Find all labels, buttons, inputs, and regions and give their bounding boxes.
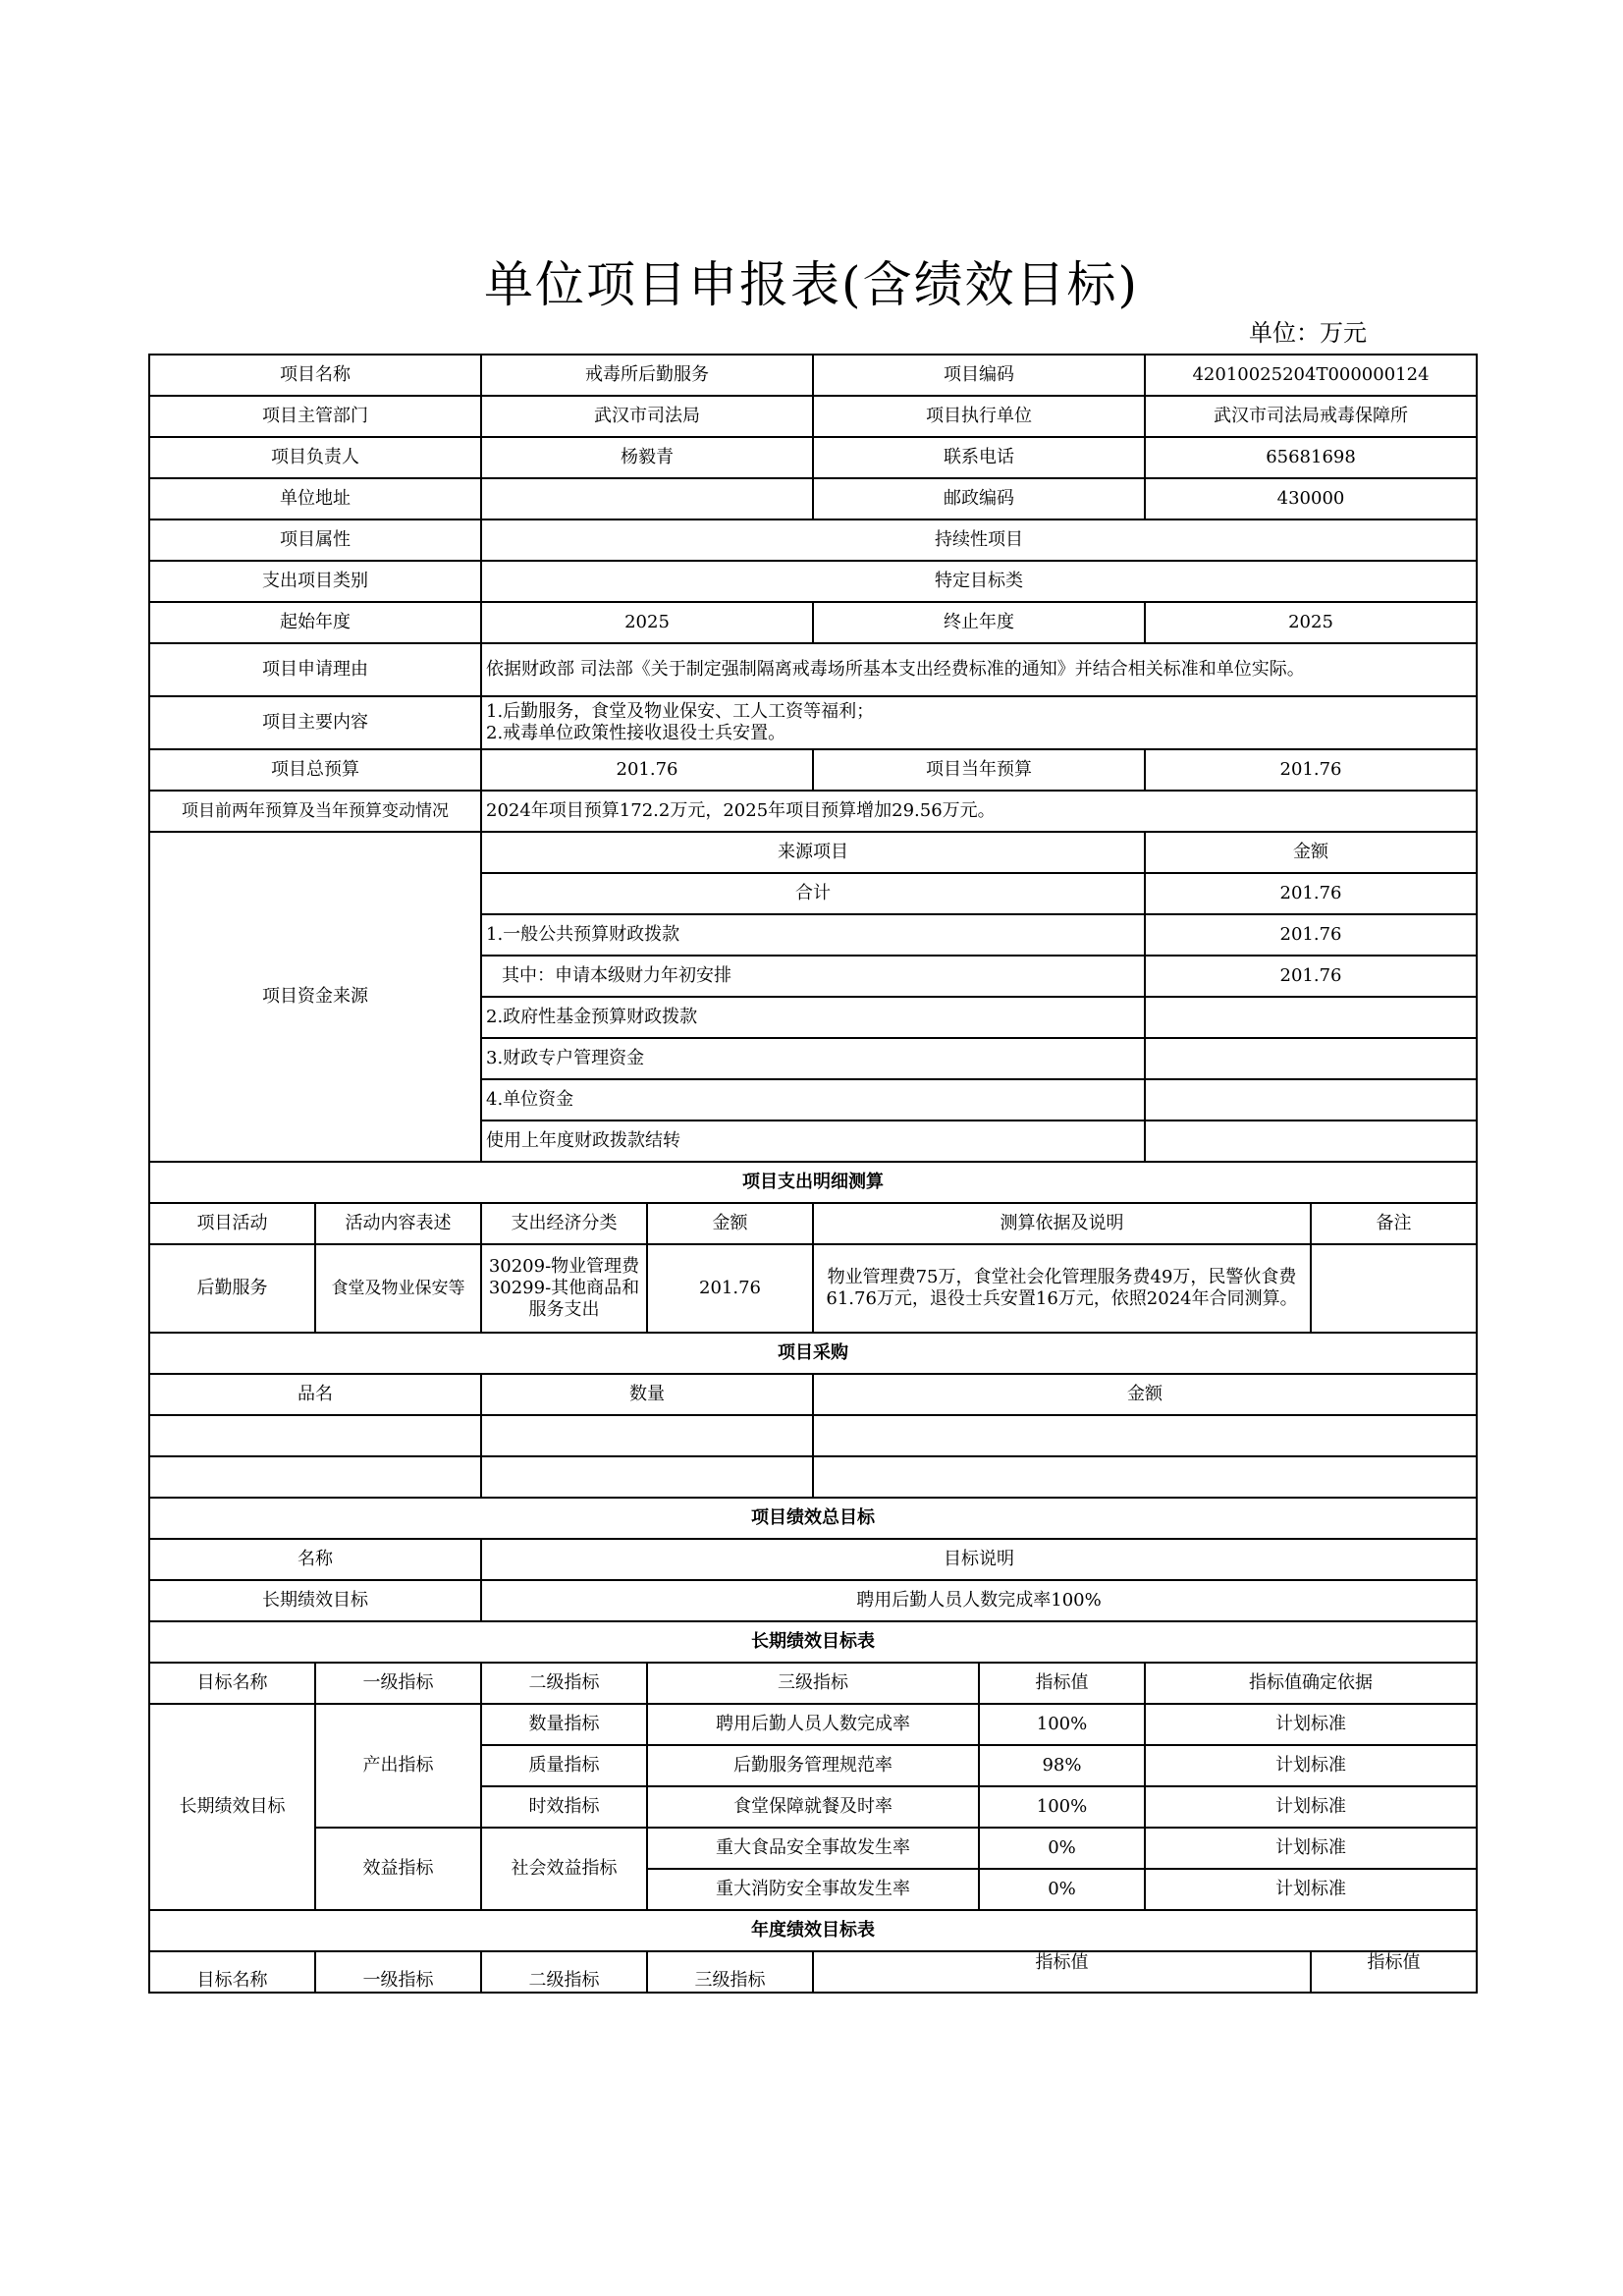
label-zip: 邮政编码 [813,478,1145,519]
long-term-level2: 数量指标 [481,1704,647,1745]
annual-header: 指标值 [813,1951,1311,1993]
procurement-header: 数量 [481,1374,813,1415]
report-table [148,354,1476,1994]
label-budget-change: 项目前两年预算及当年预算变动情况 [149,791,481,832]
long-term-value: 98% [979,1745,1145,1786]
funding-source-name: 1.一般公共预算财政拨款 [481,914,1145,956]
long-term-row [149,1704,1477,1745]
row-budget-change [149,791,1477,832]
content-line-1: 1.后勤服务，食堂及物业保安、工人工资等福利； [486,701,875,722]
row-years [149,602,1477,643]
section-title-procurement: 项目采购 [149,1333,1477,1374]
page-title: 单位项目申报表(含绩效目标) [483,256,1139,313]
row-category [149,561,1477,602]
expense-activity: 后勤服务 [149,1244,315,1333]
long-term-header: 三级指标 [647,1663,979,1704]
row-funding-header [149,832,1477,873]
section-title-annual: 年度绩效目标表 [149,1910,1477,1951]
annual-header: 一级指标 [315,1951,481,1993]
funding-source-name: 合计 [481,873,1145,914]
label-exec-unit: 项目执行单位 [813,396,1145,437]
long-term-header: 一级指标 [315,1663,481,1704]
annual-header: 三级指标 [647,1951,813,1993]
annual-header: 指标值 [1311,1951,1477,1993]
expense-header: 支出经济分类 [481,1203,647,1244]
long-term-goal-name: 长期绩效目标 [149,1704,315,1910]
annual-header-row [149,1951,1477,1993]
expense-row [149,1244,1477,1333]
value-reason: 依据财政部 司法部《关于制定强制隔离戒毒场所基本支出经费标准的通知》并结合相关标准和单位实际。 [481,643,1477,696]
value-start-year: 2025 [481,602,813,643]
expense-basis: 物业管理费75万，食堂社会化管理服务费49万，民警伙食费61.76万元，退役士兵安置16万元，依照2024年合同测算。 [813,1244,1311,1333]
long-term-level2: 质量指标 [481,1745,647,1786]
label-reason: 项目申请理由 [149,643,481,696]
long-term-value: 100% [979,1704,1145,1745]
row-reason [149,643,1477,696]
long-term-header: 指标值 [979,1663,1145,1704]
label-owner: 项目负责人 [149,437,481,478]
label-current-budget: 项目当年预算 [813,749,1145,791]
long-term-basis: 计划标准 [1145,1786,1477,1828]
long-term-level2: 社会效益指标 [481,1828,647,1910]
funding-source-name: 3.财政专户管理资金 [481,1038,1145,1079]
section-annual [149,1910,1477,1951]
expense-note [1311,1244,1477,1333]
section-title-long-term: 长期绩效目标表 [149,1621,1477,1663]
long-term-level2: 时效指标 [481,1786,647,1828]
procurement-header: 品名 [149,1374,481,1415]
funding-source-amount [1145,1038,1477,1079]
value-category: 特定目标类 [481,561,1477,602]
expense-content: 食堂及物业保安等 [315,1244,481,1333]
funding-source-amount [1145,997,1477,1038]
long-term-level1-benefit: 效益指标 [315,1828,481,1910]
header-source-amount: 金额 [1145,832,1477,873]
long-term-level3: 重大消防安全事故发生率 [647,1869,979,1910]
expense-econ-class: 30209-物业管理费30299-其他商品和服务支出 [481,1244,647,1333]
long-term-header-row [149,1663,1477,1704]
value-budget-change: 2024年项目预算172.2万元，2025年项目预算增加29.56万元。 [481,791,1477,832]
funding-source-name: 4.单位资金 [481,1079,1145,1121]
procurement-cell [149,1456,481,1498]
row-owner [149,437,1477,478]
row-content [149,696,1477,749]
row-project-name [149,355,1477,396]
procurement-cell [149,1415,481,1456]
procurement-row [149,1456,1477,1498]
label-total-budget: 项目总预算 [149,749,481,791]
label-project-code: 项目编码 [813,355,1145,396]
value-end-year: 2025 [1145,602,1477,643]
funding-source-amount [1145,1121,1477,1162]
long-term-level3: 食堂保障就餐及时率 [647,1786,979,1828]
row-budget [149,749,1477,791]
row-address [149,478,1477,519]
section-procurement [149,1333,1477,1374]
value-total-budget: 201.76 [481,749,813,791]
procurement-cell [481,1456,813,1498]
funding-source-name: 其中：申请本级财力年初安排 [481,956,1145,997]
funding-source-amount: 201.76 [1145,873,1477,914]
expense-header: 活动内容表述 [315,1203,481,1244]
long-term-level3: 聘用后勤人员人数完成率 [647,1704,979,1745]
procurement-header: 金额 [813,1374,1477,1415]
long-term-basis: 计划标准 [1145,1745,1477,1786]
label-project-name: 项目名称 [149,355,481,396]
value-address [481,478,813,519]
procurement-cell [481,1415,813,1456]
long-term-level3: 后勤服务管理规范率 [647,1745,979,1786]
procurement-cell [813,1415,1477,1456]
row-department [149,396,1477,437]
long-term-header: 指标值确定依据 [1145,1663,1477,1704]
long-term-value: 0% [979,1828,1145,1869]
funding-source-amount [1145,1079,1477,1121]
section-expense [149,1162,1477,1203]
long-term-basis: 计划标准 [1145,1704,1477,1745]
procurement-header-row [149,1374,1477,1415]
funding-source-name: 2.政府性基金预算财政拨款 [481,997,1145,1038]
value-dept: 武汉市司法局 [481,396,813,437]
long-term-value: 0% [979,1869,1145,1910]
performance-name: 长期绩效目标 [149,1580,481,1621]
label-address: 单位地址 [149,478,481,519]
long-term-header: 二级指标 [481,1663,647,1704]
long-term-basis: 计划标准 [1145,1828,1477,1869]
long-term-value: 100% [979,1786,1145,1828]
page-bottom-mask [0,2114,1623,2296]
long-term-header: 目标名称 [149,1663,315,1704]
performance-total-row [149,1580,1477,1621]
header-source-item: 来源项目 [481,832,1145,873]
label-start-year: 起始年度 [149,602,481,643]
long-term-row [149,1828,1477,1869]
section-title-expense: 项目支出明细测算 [149,1162,1477,1203]
annual-header: 二级指标 [481,1951,647,1993]
performance-desc-header: 目标说明 [481,1539,1477,1580]
expense-header: 备注 [1311,1203,1477,1244]
value-content [481,696,1477,749]
expense-header: 金额 [647,1203,813,1244]
value-zip: 430000 [1145,478,1477,519]
annual-header: 目标名称 [149,1951,315,1993]
procurement-row [149,1415,1477,1456]
long-term-basis: 计划标准 [1145,1869,1477,1910]
performance-total-header-row [149,1539,1477,1580]
row-attribute [149,519,1477,561]
section-performance-total [149,1498,1477,1539]
funding-source-amount: 201.76 [1145,956,1477,997]
procurement-cell [813,1456,1477,1498]
label-attribute: 项目属性 [149,519,481,561]
section-long-term [149,1621,1477,1663]
label-phone: 联系电话 [813,437,1145,478]
funding-source-amount: 201.76 [1145,914,1477,956]
funding-source-name: 使用上年度财政拨款结转 [481,1121,1145,1162]
value-current-budget: 201.76 [1145,749,1477,791]
expense-amount: 201.76 [647,1244,813,1333]
label-category: 支出项目类别 [149,561,481,602]
label-dept: 项目主管部门 [149,396,481,437]
value-phone: 65681698 [1145,437,1477,478]
value-project-code: 42010025204T000000124 [1145,355,1477,396]
expense-header: 项目活动 [149,1203,315,1244]
value-attribute: 持续性项目 [481,519,1477,561]
value-project-name: 戒毒所后勤服务 [481,355,813,396]
value-owner: 杨毅青 [481,437,813,478]
performance-name-header: 名称 [149,1539,481,1580]
section-title-performance-total: 项目绩效总目标 [149,1498,1477,1539]
label-content: 项目主要内容 [149,696,481,749]
label-end-year: 终止年度 [813,602,1145,643]
expense-header-row [149,1203,1477,1244]
label-funding-source: 项目资金来源 [149,832,481,1162]
expense-header: 测算依据及说明 [813,1203,1311,1244]
long-term-level3: 重大食品安全事故发生率 [647,1828,979,1869]
value-exec-unit: 武汉市司法局戒毒保障所 [1145,396,1477,437]
long-term-level1-output: 产出指标 [315,1704,481,1828]
content-line-2: 2.戒毒单位政策性接收退役士兵安置。 [486,723,786,743]
unit-label: 单位：万元 [1249,319,1367,347]
performance-desc: 聘用后勤人员人数完成率100% [481,1580,1477,1621]
